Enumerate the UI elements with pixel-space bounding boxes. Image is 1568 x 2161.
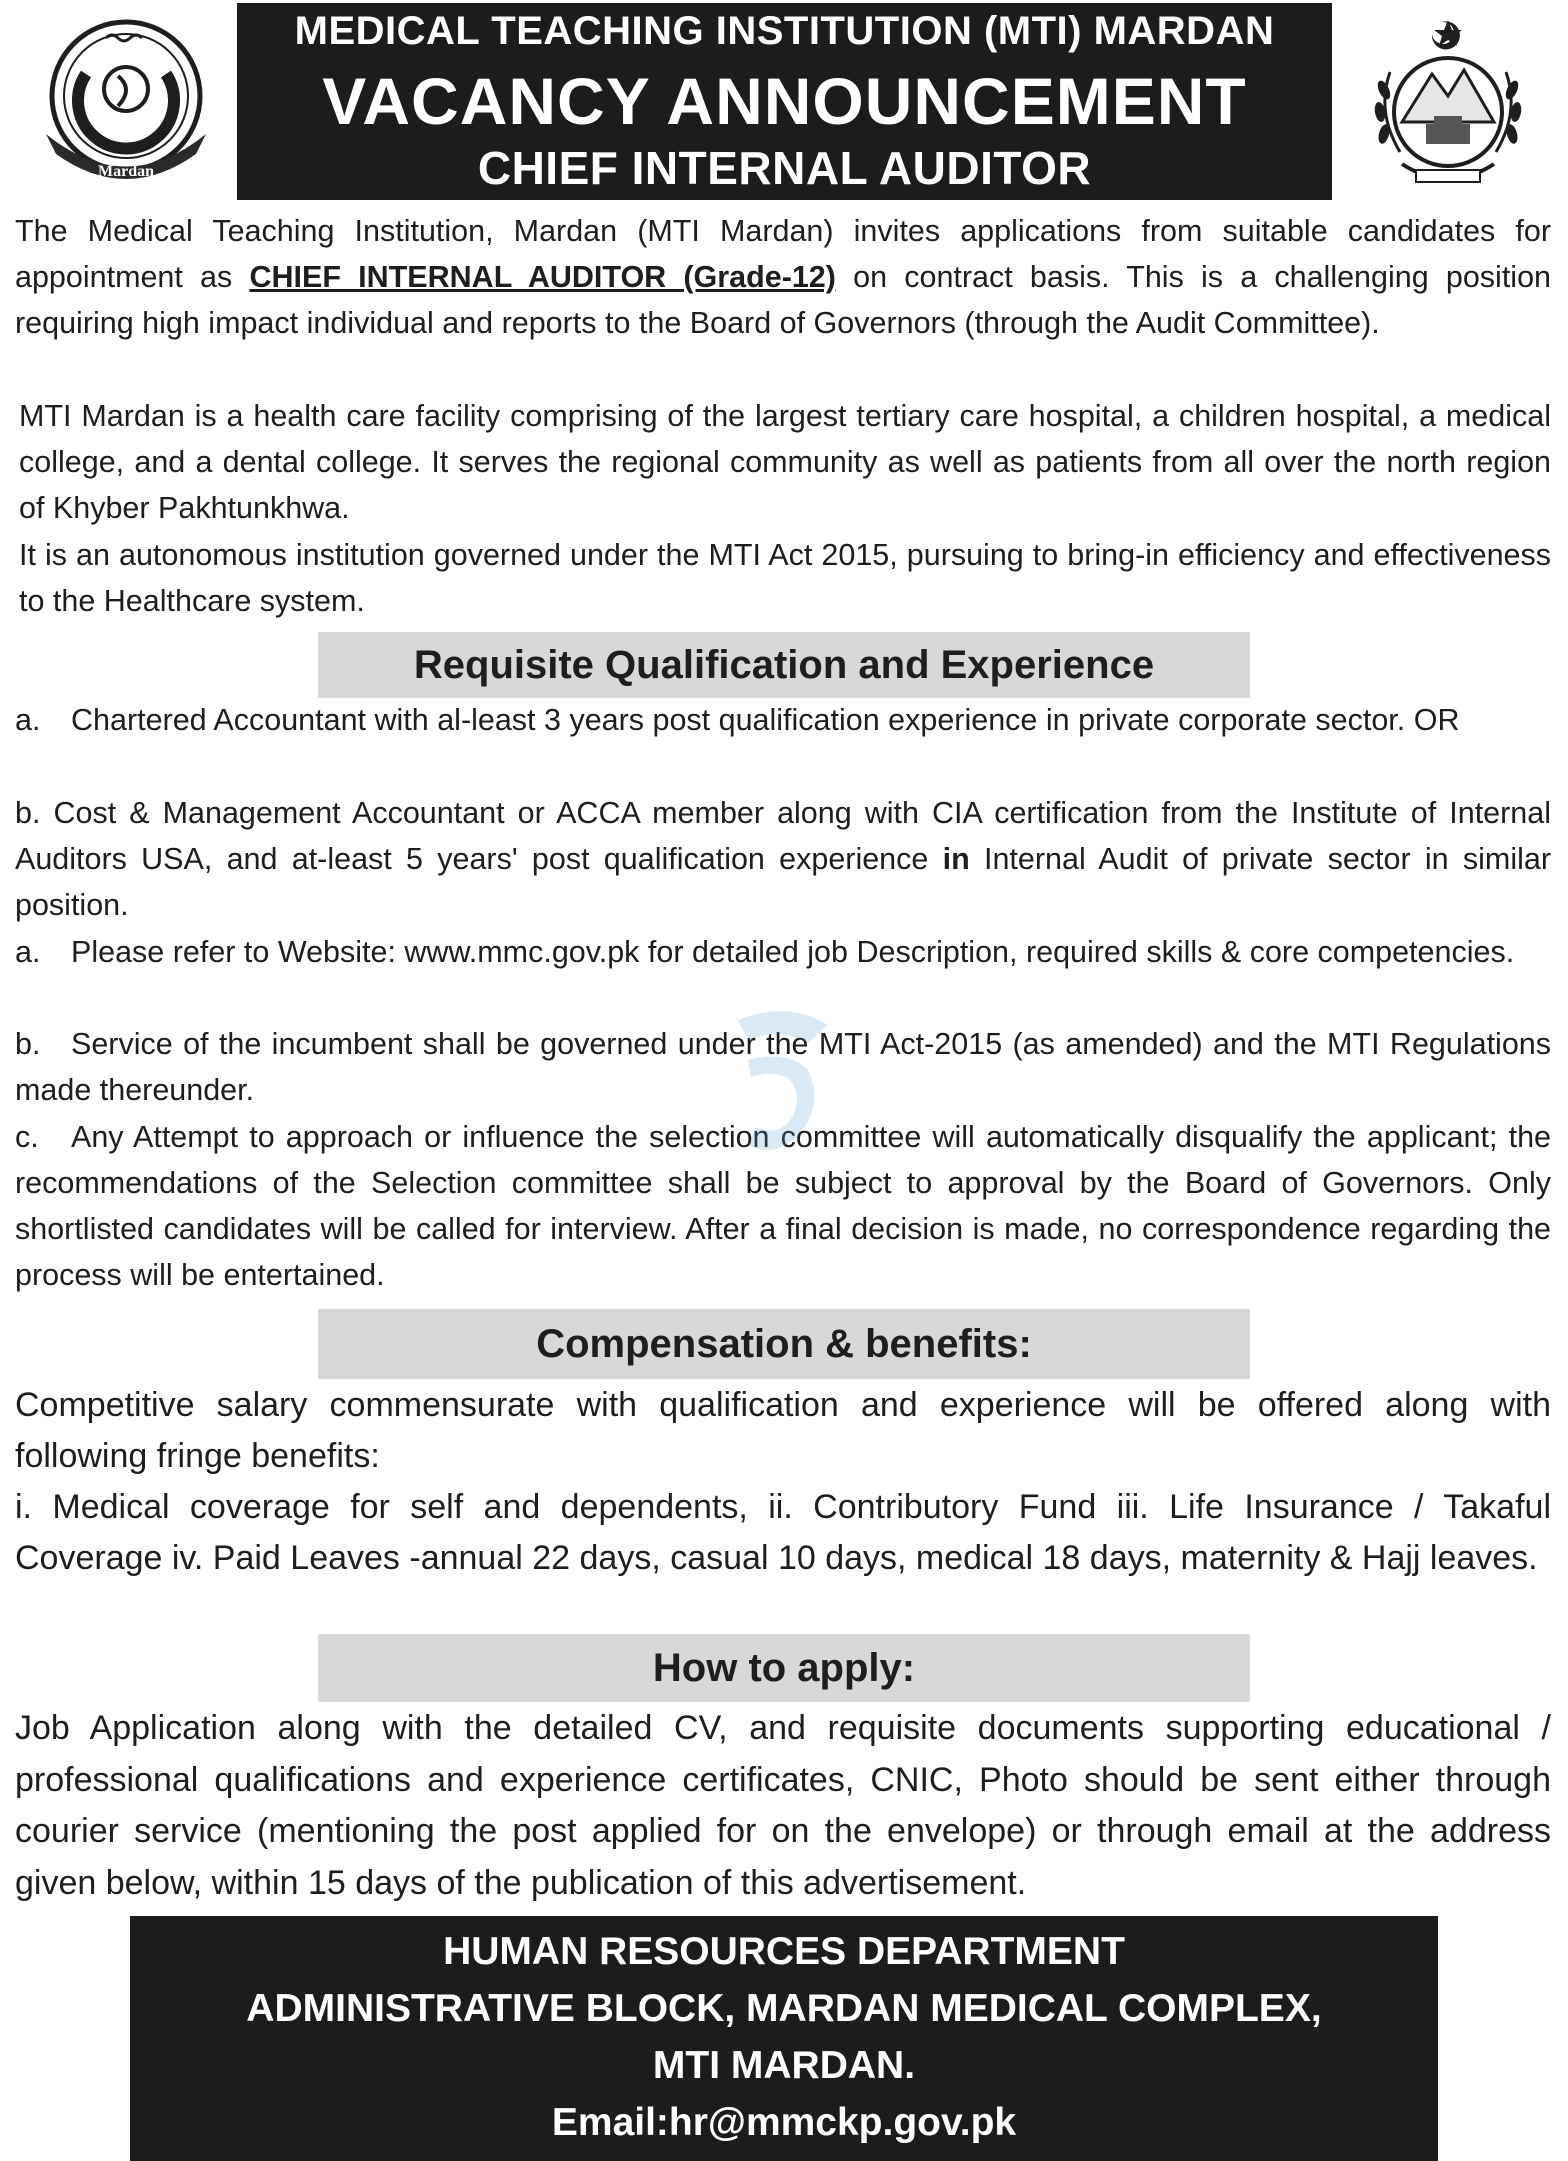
contact-email[interactable]: Email:hr@mmckp.gov.pk bbox=[551, 2101, 1017, 2144]
note-b-text: Service of the incumbent shall be governed under the MTI Act-2015 (as amended) and the MTI Regulations made thereunder. bbox=[15, 1027, 1551, 1107]
announcement-title: VACANCY ANNOUNCEMENT bbox=[322, 64, 1247, 138]
qualification-heading: Requisite Qualification and Experience bbox=[318, 632, 1250, 698]
svg-text:Mardan: Mardan bbox=[98, 163, 154, 180]
note-c-text: Any Attempt to approach or influence the selection committee will automatically disqualify the applicant; the recommendations of the Selection committee shall be subject to approval by the Board of Governors. Only shortlisted candidates will be called for interview. After a final decision is made, no correspondence regarding the process will be entertained. bbox=[15, 1120, 1551, 1292]
newspaper-watermark-icon bbox=[718, 1000, 838, 1170]
qualification-item-a bbox=[15, 697, 1551, 743]
address-line: ADMINISTRATIVE BLOCK, MARDAN MEDICAL COMPLEX, bbox=[246, 1987, 1322, 2030]
qualification-item-b-bold: in bbox=[942, 842, 970, 876]
note-a-text: Please refer to Website: bbox=[71, 935, 405, 969]
position-title: CHIEF INTERNAL AUDITOR bbox=[477, 142, 1092, 194]
intro-paragraph-3: It is an autonomous institution governed under the MTI Act 2015, pursuing to bring-in efficiency and effectiveness to the Healthcare system. bbox=[19, 538, 1551, 618]
intro-text: The Medical Teaching Institution, Mardan (MTI Mardan) invites applications from suitable candidates for appointment as bbox=[15, 214, 1551, 294]
note-a-text-continued: for detailed job Description, required skills & core competencies. bbox=[639, 935, 1515, 969]
city-line: MTI MARDAN. bbox=[652, 2044, 916, 2087]
qualification-item-b bbox=[15, 790, 1551, 928]
header-banner bbox=[237, 3, 1332, 200]
intro-paragraph-2: MTI Mardan is a health care facility comprising of the largest tertiary care hospital, a children hospital, a medical college, and a dental college. It serves the regional community as well as patients from all over the north region of Khyber Pakhtunkhwa. bbox=[19, 399, 1551, 525]
list-marker: a. bbox=[15, 703, 41, 737]
list-marker: b. bbox=[15, 1027, 41, 1061]
list-marker: c. bbox=[15, 1120, 39, 1154]
apply-text: Job Application along with the detailed CV, and requisite documents supporting educational / professional qualifications and experience certificates, CNIC, Photo should be sent either through courier service (mentioning the post applied for on the envelope) or through email at the address given below, within 15 days of the publication of this advertisement. bbox=[15, 1709, 1551, 1902]
list-marker: b. bbox=[15, 796, 41, 830]
qualification-item-a-text: Chartered Accountant with al-least 3 years post qualification experience in private corporate sector. OR bbox=[71, 703, 1460, 737]
list-marker: a. bbox=[15, 935, 41, 969]
compensation-heading: Compensation & benefits: bbox=[318, 1309, 1250, 1379]
apply-heading: How to apply: bbox=[318, 1634, 1250, 1702]
intro-text-continued: on contract basis. This is a challenging position requiring high impact individual and reports to the Board of Governors (through the Audit Committee). bbox=[15, 260, 1551, 340]
intro-paragraph-1 bbox=[15, 208, 1551, 346]
website-link[interactable]: www.mmc.gov.pk bbox=[404, 935, 640, 969]
kpk-emblem-icon bbox=[1362, 12, 1534, 197]
note-item-a bbox=[15, 929, 1551, 975]
contact-address-block bbox=[130, 1916, 1438, 2161]
qualification-item-b-text-continued: Internal Audit of private sector in similar position. bbox=[15, 842, 1551, 922]
benefits-list: i. Medical coverage for self and dependents, ii. Contributory Fund iii. Life Insurance / Takaful Coverage iv. Paid Leaves -annual 22 days, casual 10 days, medical 18 days, maternity & Hajj leaves. bbox=[15, 1488, 1551, 1577]
position-grade: CHIEF INTERNAL AUDITOR (Grade-12) bbox=[249, 260, 836, 294]
institution-name: MEDICAL TEACHING INSTITUTION (MTI) MARDAN bbox=[294, 9, 1275, 53]
compensation-text: Competitive salary commensurate with qualification and experience will be offered along with following fringe benefits: bbox=[15, 1386, 1551, 1475]
mti-mardan-logo-icon bbox=[26, 14, 226, 189]
department-name: HUMAN RESOURCES DEPARTMENT bbox=[443, 1930, 1125, 1973]
qualification-item-b-text: Cost & Management Accountant or ACCA member along with CIA certification from the Institute of Internal Auditors USA, and at-least 5 years' post qualification experience bbox=[15, 796, 1551, 876]
